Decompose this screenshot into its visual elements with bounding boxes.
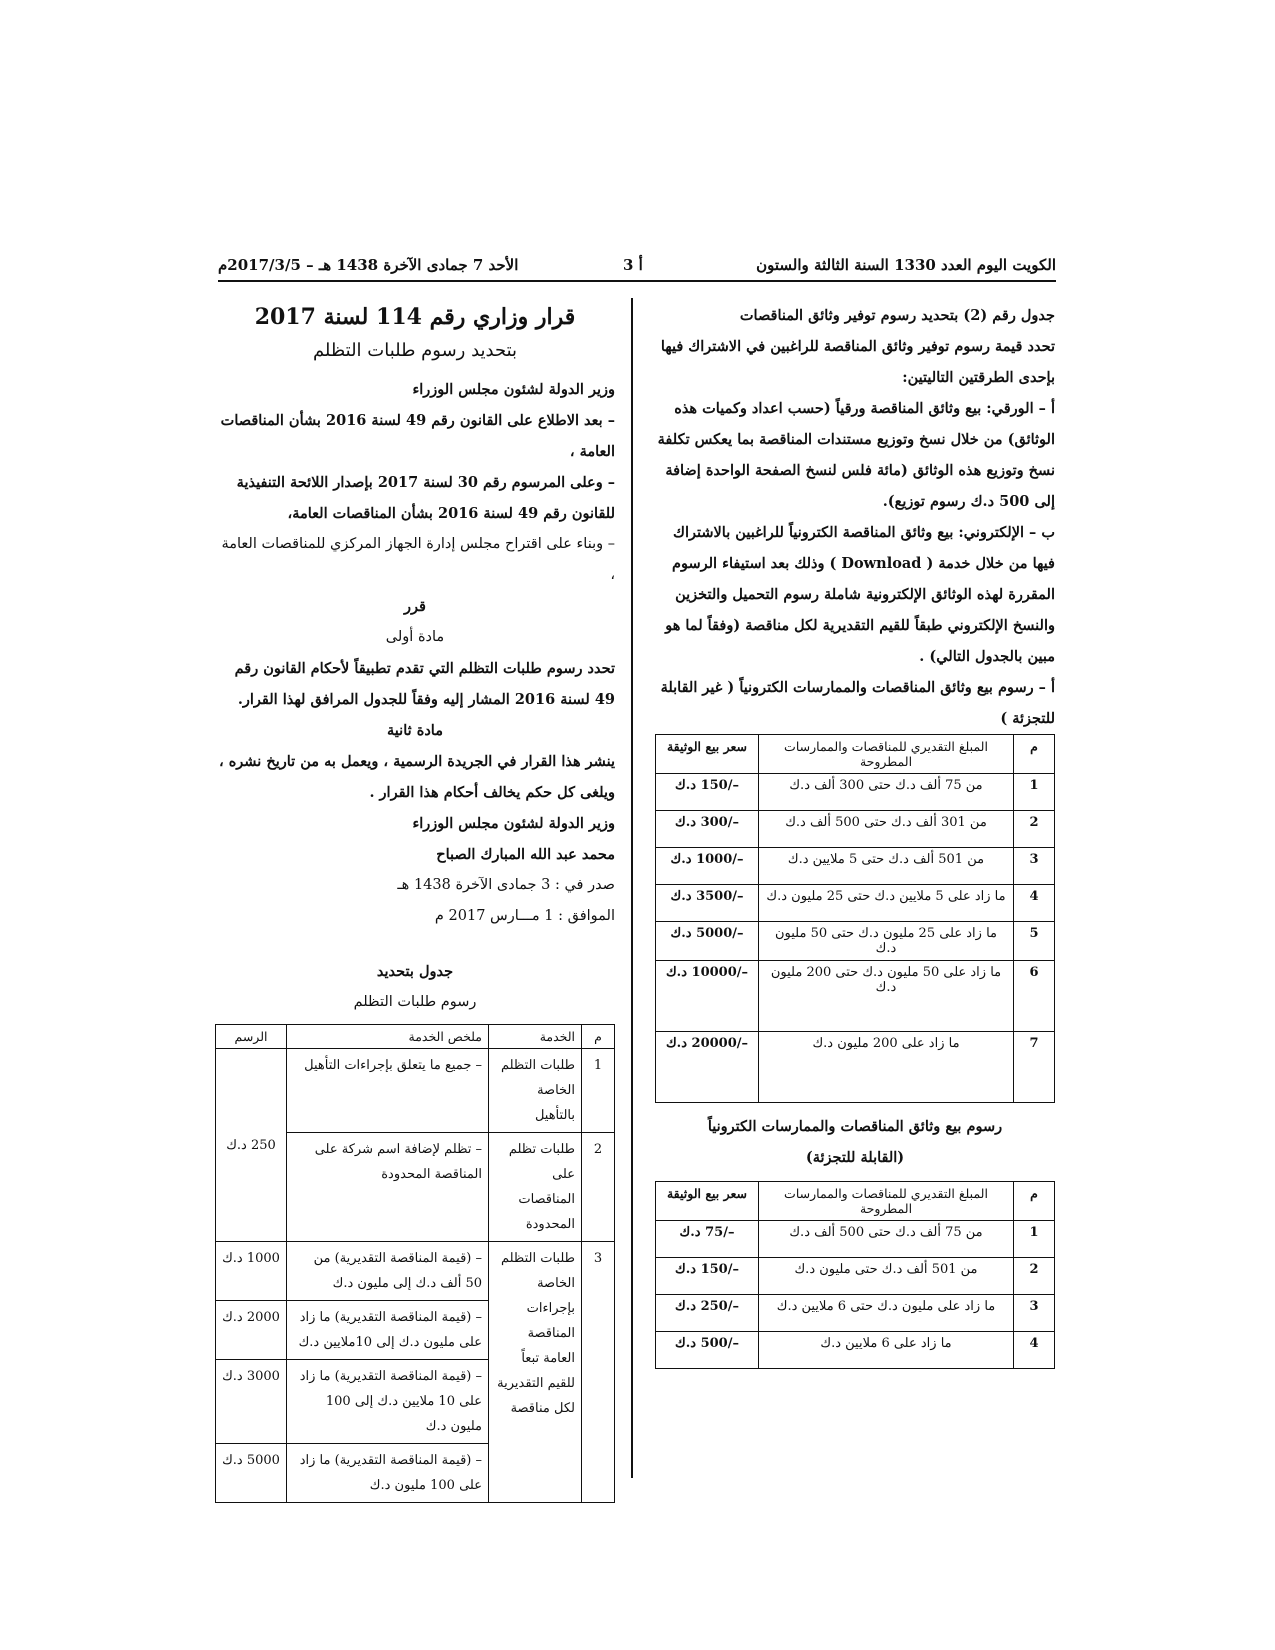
table2-caption: رسوم بيع وثائق المناقصات والممارسات الكترونياً [707,1118,1003,1135]
table2-caption-sub: (القابلة للتجزئة) [805,1149,905,1166]
table-header: م [1014,735,1055,774]
header-date: الأحد 7 جمادى الآخرة 1438 هـ – 2017/3/5م [218,256,519,274]
signatory-title: وزير الدولة لشئون مجلس الوزراء [412,815,615,832]
table-header: م [1014,1182,1055,1221]
schedule-subtitle: رسوم طلبات التظلم [353,994,477,1010]
table-row: 2 من 301 ألف د.ك حتى 500 ألف د.ك –/300 د.ك [656,811,1055,848]
article1-text: تحدد رسوم طلبات التظلم التي تقدم تطبيقاً لأحكام القانون رقم 49 لسنة 2016 المشار إليه وفقاً للجدول المرافق لهذا القرار. [234,660,615,708]
schedule2-intro: تحدد قيمة رسوم توفير وثائق المناقصة للراغبين في الاشتراك فيها بإحدى الطرقتين التاليتين: [660,338,1055,386]
decision-subtitle: بتحديد رسوم طلبات التظلم [312,340,518,361]
table-header: الخدمة [489,1025,582,1049]
table-row: 1 طلبات التظلم الخاصة بالتأهيل – جميع ما يتعلق بإجراءات التأهيل 250 د.ك [216,1049,615,1133]
table-row: 1 من 75 ألف د.ك حتى 300 ألف د.ك –/150 د.ك [656,774,1055,811]
table-row: 2 طلبات تظلم على المناقصات المحدودة – تظلم لإضافة اسم شركة على المناقصة المحدودة [216,1133,615,1242]
issue-date: صدر في : 3 جمادى الآخرة 1438 هـ [397,877,615,893]
table-row: 5 ما زاد على 25 مليون د.ك حتى 50 مليون د.ك –/5000 د.ك [656,922,1055,961]
table-row: 4 ما زاد على 6 ملايين د.ك –/500 د.ك [656,1332,1055,1369]
table1-caption: أ – رسوم بيع وثائق المناقصات والممارسات الكترونياً ( غير القابلة للتجزئة ) [660,679,1055,727]
recital: – وعلى المرسوم رقم 30 لسنة 2017 بإصدار اللائحة التنفيذية للقانون رقم 49 لسنة 2016 بشأن المناقصات العامة، [236,474,615,522]
left-column [215,300,615,1503]
table-header: المبلغ التقديري للمناقصات والممارسات المطروحة [759,735,1014,774]
header-rule [218,280,1056,282]
article2-title: مادة ثانية [387,722,443,739]
table-header: الرسم [216,1025,287,1049]
schedule-title: جدول بتحديد [376,963,454,980]
table-row: – (قيمة المناقصة التقديرية) ما زاد على 10 ملايين د.ك إلى 100 مليون د.ك 3000 د.ك [216,1360,615,1444]
issuer: وزير الدولة لشئون مجلس الوزراء [412,381,615,398]
table-row: – (قيمة المناقصة التقديرية) ما زاد على 100 مليون د.ك 5000 د.ك [216,1444,615,1503]
paper-method: أ – الورقي: بيع وثائق المناقصة ورقياً (حسب اعداد وكميات هذه الوثائق) من خلال نسخ وتوزيع مستندات المناقصة بما يعكس تكلفة نسخ وتوزيع هذه الوثائق (مائة فلس لنسخ الصفحة الواحدة إضافة إلى 500 د.ك رسوم توزيع). [657,400,1055,510]
fees-table-divisible [655,1181,1055,1369]
corresponding-date: الموافق : 1 مـــارس 2017 م [434,908,615,924]
table-header: م [582,1025,615,1049]
article2-text: ينشر هذا القرار في الجريدة الرسمية ، ويعمل به من تاريخ نشره ، ويلغى كل حكم يخالف أحكام هذا القرار . [218,753,615,801]
header-page-number: أ 3 [623,256,643,274]
article1-title: مادة أولى [385,629,445,645]
page-header [218,252,1056,282]
table-row: 3 طلبات التظلم الخاصة بإجراءات المناقصة العامة تبعاً للقيم التقديرية لكل مناقصة – (قيمة المناقصة التقديرية) من 50 ألف د.ك إلى مليون د.ك 1000 د.ك [216,1242,615,1301]
signatory-name: محمد عبد الله المبارك الصباح [436,846,615,863]
schedule2-heading: جدول رقم (2) بتحديد رسوم توفير وثائق المناقصات [739,307,1055,324]
table-header: ملخص الخدمة [287,1025,489,1049]
right-column [655,300,1055,1369]
fees-table-non-divisible [655,734,1055,1103]
electronic-method: ب – الإلكتروني: بيع وثائق المناقصة الكترونياً للراغبين بالاشتراك فيها من خلال خدمة ( Download ) وذلك بعد استيفاء الرسوم المقررة لهذه الوثائق الإلكترونية شاملة رسوم التحميل والتخزين والنسخ الإلكتروني طبقاً للقيم التقديرية لكل مناقصة (وفقاً لما هو مبين بالجدول التالي) . [665,524,1055,665]
grievance-fees-table [215,1024,615,1503]
table-row: 3 من 501 ألف د.ك حتى 5 ملايين د.ك –/1000 د.ك [656,848,1055,885]
decided: قرر [404,598,426,615]
table-row: 2 من 501 ألف د.ك حتى مليون د.ك –/150 د.ك [656,1258,1055,1295]
table-row: 7 ما زاد على 200 مليون د.ك –/20000 د.ك [656,1032,1055,1103]
decision-title: قرار وزاري رقم 114 لسنة 2017 [254,304,576,330]
table-row: 6 ما زاد على 50 مليون د.ك حتى 200 مليون د.ك –/10000 د.ك [656,961,1055,1032]
column-divider [631,298,633,1478]
header-issue: الكويت اليوم العدد 1330 السنة الثالثة والستون [756,256,1056,274]
table-row: 4 ما زاد على 5 ملايين د.ك حتى 25 مليون د.ك –/3500 د.ك [656,885,1055,922]
recital: – وبناء على اقتراح مجلس إدارة الجهاز المركزي للمناقصات العامة ، [221,536,615,583]
table-row: 3 ما زاد على مليون د.ك حتى 6 ملايين د.ك –/250 د.ك [656,1295,1055,1332]
recital: – بعد الاطلاع على القانون رقم 49 لسنة 2016 بشأن المناقصات العامة ، [220,412,615,460]
table-header: المبلغ التقديري للمناقصات والممارسات المطروحة [759,1182,1014,1221]
table-row: 1 من 75 ألف د.ك حتى 500 ألف د.ك –/75 د.ك [656,1221,1055,1258]
table-header: سعر بيع الوثيقة [656,1182,759,1221]
table-header: سعر بيع الوثيقة [656,735,759,774]
table-row: – (قيمة المناقصة التقديرية) ما زاد على مليون د.ك إلى 10ملايين د.ك 2000 د.ك [216,1301,615,1360]
